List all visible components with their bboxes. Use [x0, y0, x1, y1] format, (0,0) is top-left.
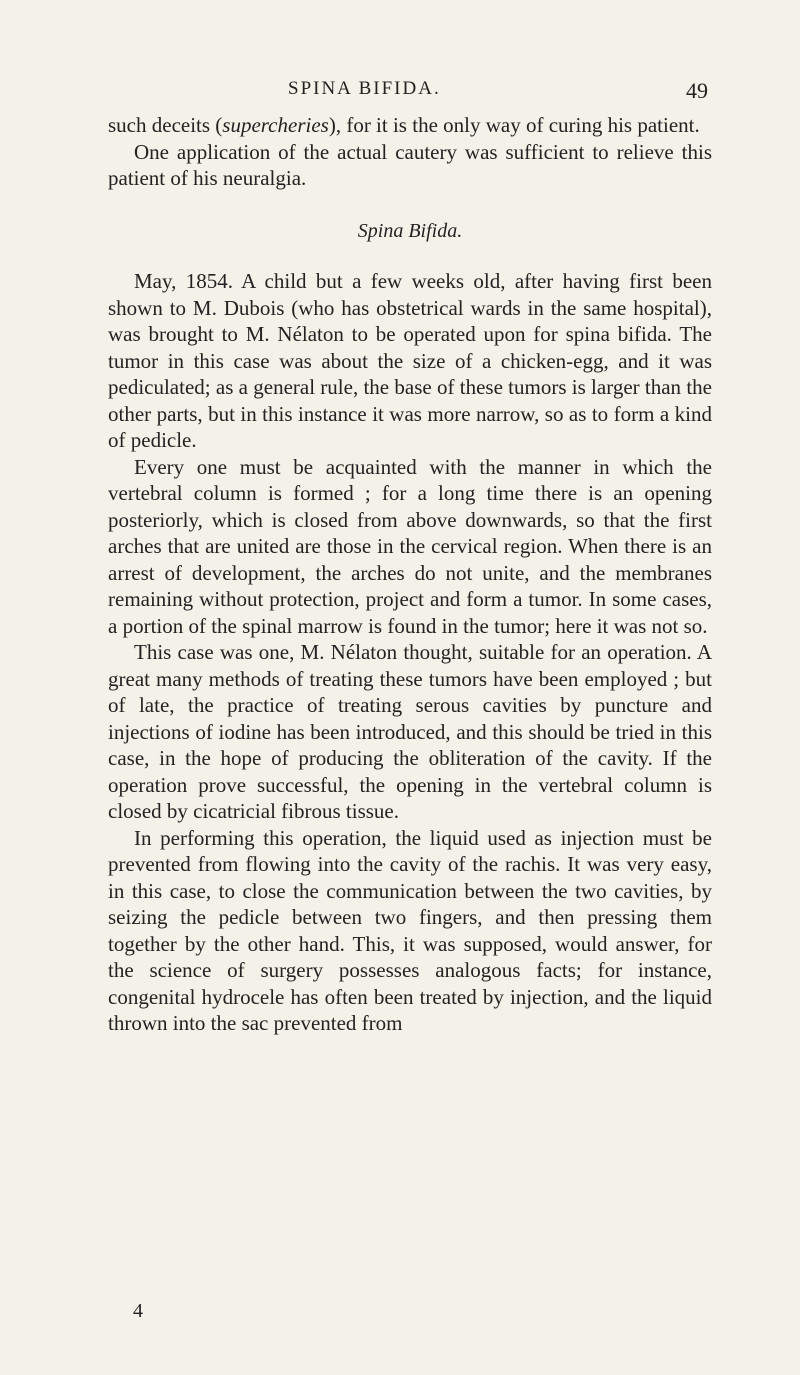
page-header — [108, 78, 708, 108]
page-number: 49 — [686, 78, 708, 103]
body-text — [108, 112, 712, 1037]
running-title: SPINA BIFIDA. — [288, 78, 441, 99]
p1-text-after: ), for it is the only way of curing his patient. — [328, 113, 700, 137]
paragraph-operation-choice: This case was one, M. Nélaton thought, suitable for an operation. A great many methods of treating these tumors have been employed ; but of late, the practice of treating serous cavities by puncture and injections of iodine has been introduced, and this should be tried in this case, in the hope of producing the obliteration of the cavity. If the operation prove successful, the opening in the vertebral column is closed by cicatricial fibrous tissue. — [108, 640, 712, 823]
p1-italic-term: supercheries — [222, 113, 329, 137]
paragraph-case-intro: May, 1854. A child but a few weeks old, after having first been shown to M. Dubois (who has obstetrical wards in the same hospital), was brought to M. Nélaton to be operated upon for spina bifida. The tumor in this case was about the size of a chicken-egg, and it was pediculated; as a general rule, the base of these tumors is larger than the other parts, but in this instance it was more narrow, so as to form a kind of pedicle. — [108, 269, 712, 452]
section-title: Spina Bifida. — [357, 219, 463, 242]
paragraph-continuation — [108, 112, 712, 139]
p1-text-before: such deceits ( — [108, 113, 223, 137]
paragraph-vertebral-column: Every one must be acquainted with the manner in which the vertebral column is formed ; for a long time there is an opening posteriorly, which is closed from above downwards, so that the first arches that are united are those in the cervical region. When there is an arrest of development, the arches do not unite, and the membranes remaining without protection, project and form a tumor. In some cases, a portion of the spinal marrow is found in the tumor; here it was not so. — [108, 454, 712, 638]
paragraph-cautery: One application of the actual cautery was sufficient to relieve this patient of his neuralgia. — [108, 139, 712, 190]
signature-mark: 4 — [133, 1300, 143, 1322]
paragraph-injection-method: In performing this operation, the liquid used as injection must be prevented from flowing into the cavity of the rachis. It was very easy, in this case, to close the communication between the two cavities, by seizing the pedicle between two fingers, and then pressing them together by the other hand. This, it was supposed, would answer, for the science of surgery possesses analogous facts; for instance, congenital hydrocele has often been treated by injection, and the liquid thrown into the sac prevented from — [108, 825, 712, 1035]
